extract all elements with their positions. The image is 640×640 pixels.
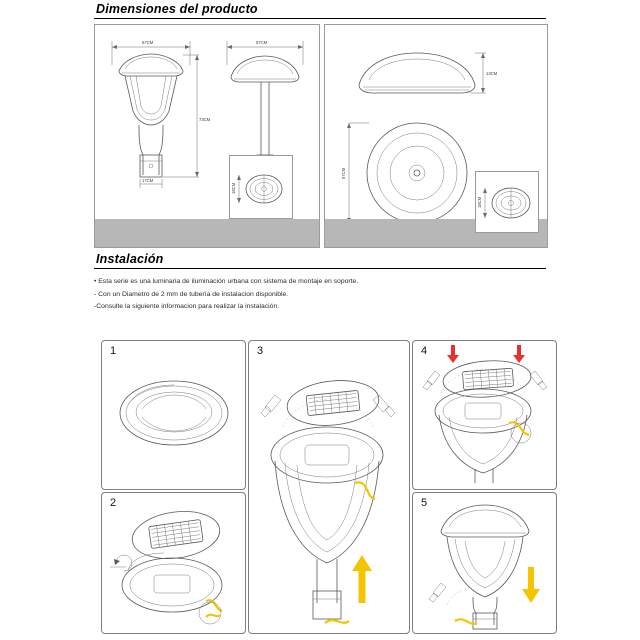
installation-step-2 <box>101 492 246 634</box>
installation-title-rule <box>94 268 546 269</box>
step-3-number: 3 <box>257 345 264 357</box>
screwdriver-icon-right <box>373 395 395 417</box>
top-diameter-dim-label: 57CM <box>341 167 346 179</box>
installation-note-1: • Esta serie es una luminaria de iluminación urbana con sistema de montaje en soporte. <box>94 278 359 285</box>
direction-arrow-down <box>522 567 540 603</box>
dimensions-panel-front-side <box>94 24 320 248</box>
step-3-illustration <box>249 341 409 633</box>
step-4-illustration <box>413 341 556 489</box>
dimensions-panel-top <box>324 24 548 248</box>
installation-title: Instalación <box>96 252 164 266</box>
installation-step-5 <box>412 492 557 634</box>
installation-section-header <box>94 252 546 269</box>
step-5-illustration <box>413 493 556 633</box>
base-detail-inset-right <box>475 171 539 233</box>
front-width-dim-label: 57CM <box>142 40 154 45</box>
ground-band-left <box>95 219 319 247</box>
installation-step-1 <box>101 340 246 490</box>
red-arrow-right <box>513 345 525 363</box>
installation-note-3: -Consulte la siguiente informacion para realizar la instalación. <box>94 303 280 310</box>
installation-notes <box>94 276 554 314</box>
screwdriver-icon-right-4 <box>530 371 547 390</box>
step-1-illustration <box>102 341 245 489</box>
front-height-dim-label: 73CM <box>199 117 211 122</box>
dimensions-section-header <box>94 2 546 19</box>
installation-note-2: - Con un Diametro de 2 mm de tubería de instalacion disponible. <box>94 290 289 298</box>
direction-arrow-up <box>352 555 372 603</box>
base-detail-dim-label-right: 18CM <box>477 196 482 208</box>
step-2-number: 2 <box>110 497 117 509</box>
installation-step-4 <box>412 340 557 490</box>
base-detail-inset-left <box>229 155 293 219</box>
base-detail-drawing-right <box>476 172 538 232</box>
red-arrow-left <box>447 345 459 363</box>
base-detail-drawing-left <box>230 156 292 218</box>
step-2-illustration <box>102 493 245 633</box>
step-5-number: 5 <box>421 497 428 509</box>
screwdriver-icon-left <box>261 395 281 417</box>
screwdriver-icon-5 <box>429 583 446 602</box>
dimensions-title: Dimensiones del producto <box>96 2 258 16</box>
step-4-number: 4 <box>421 345 428 357</box>
side-width-dim-label: 57CM <box>256 40 268 45</box>
step-1-number: 1 <box>110 345 117 357</box>
base-detail-dim-label-left: 18CM <box>231 182 236 194</box>
dimensions-title-rule <box>94 18 546 19</box>
installation-step-3 <box>248 340 410 634</box>
screwdriver-icon-left-4 <box>423 371 440 390</box>
top-thickness-dim-label: 13CM <box>486 71 498 76</box>
front-base-dim-label: 17CM <box>142 178 154 183</box>
